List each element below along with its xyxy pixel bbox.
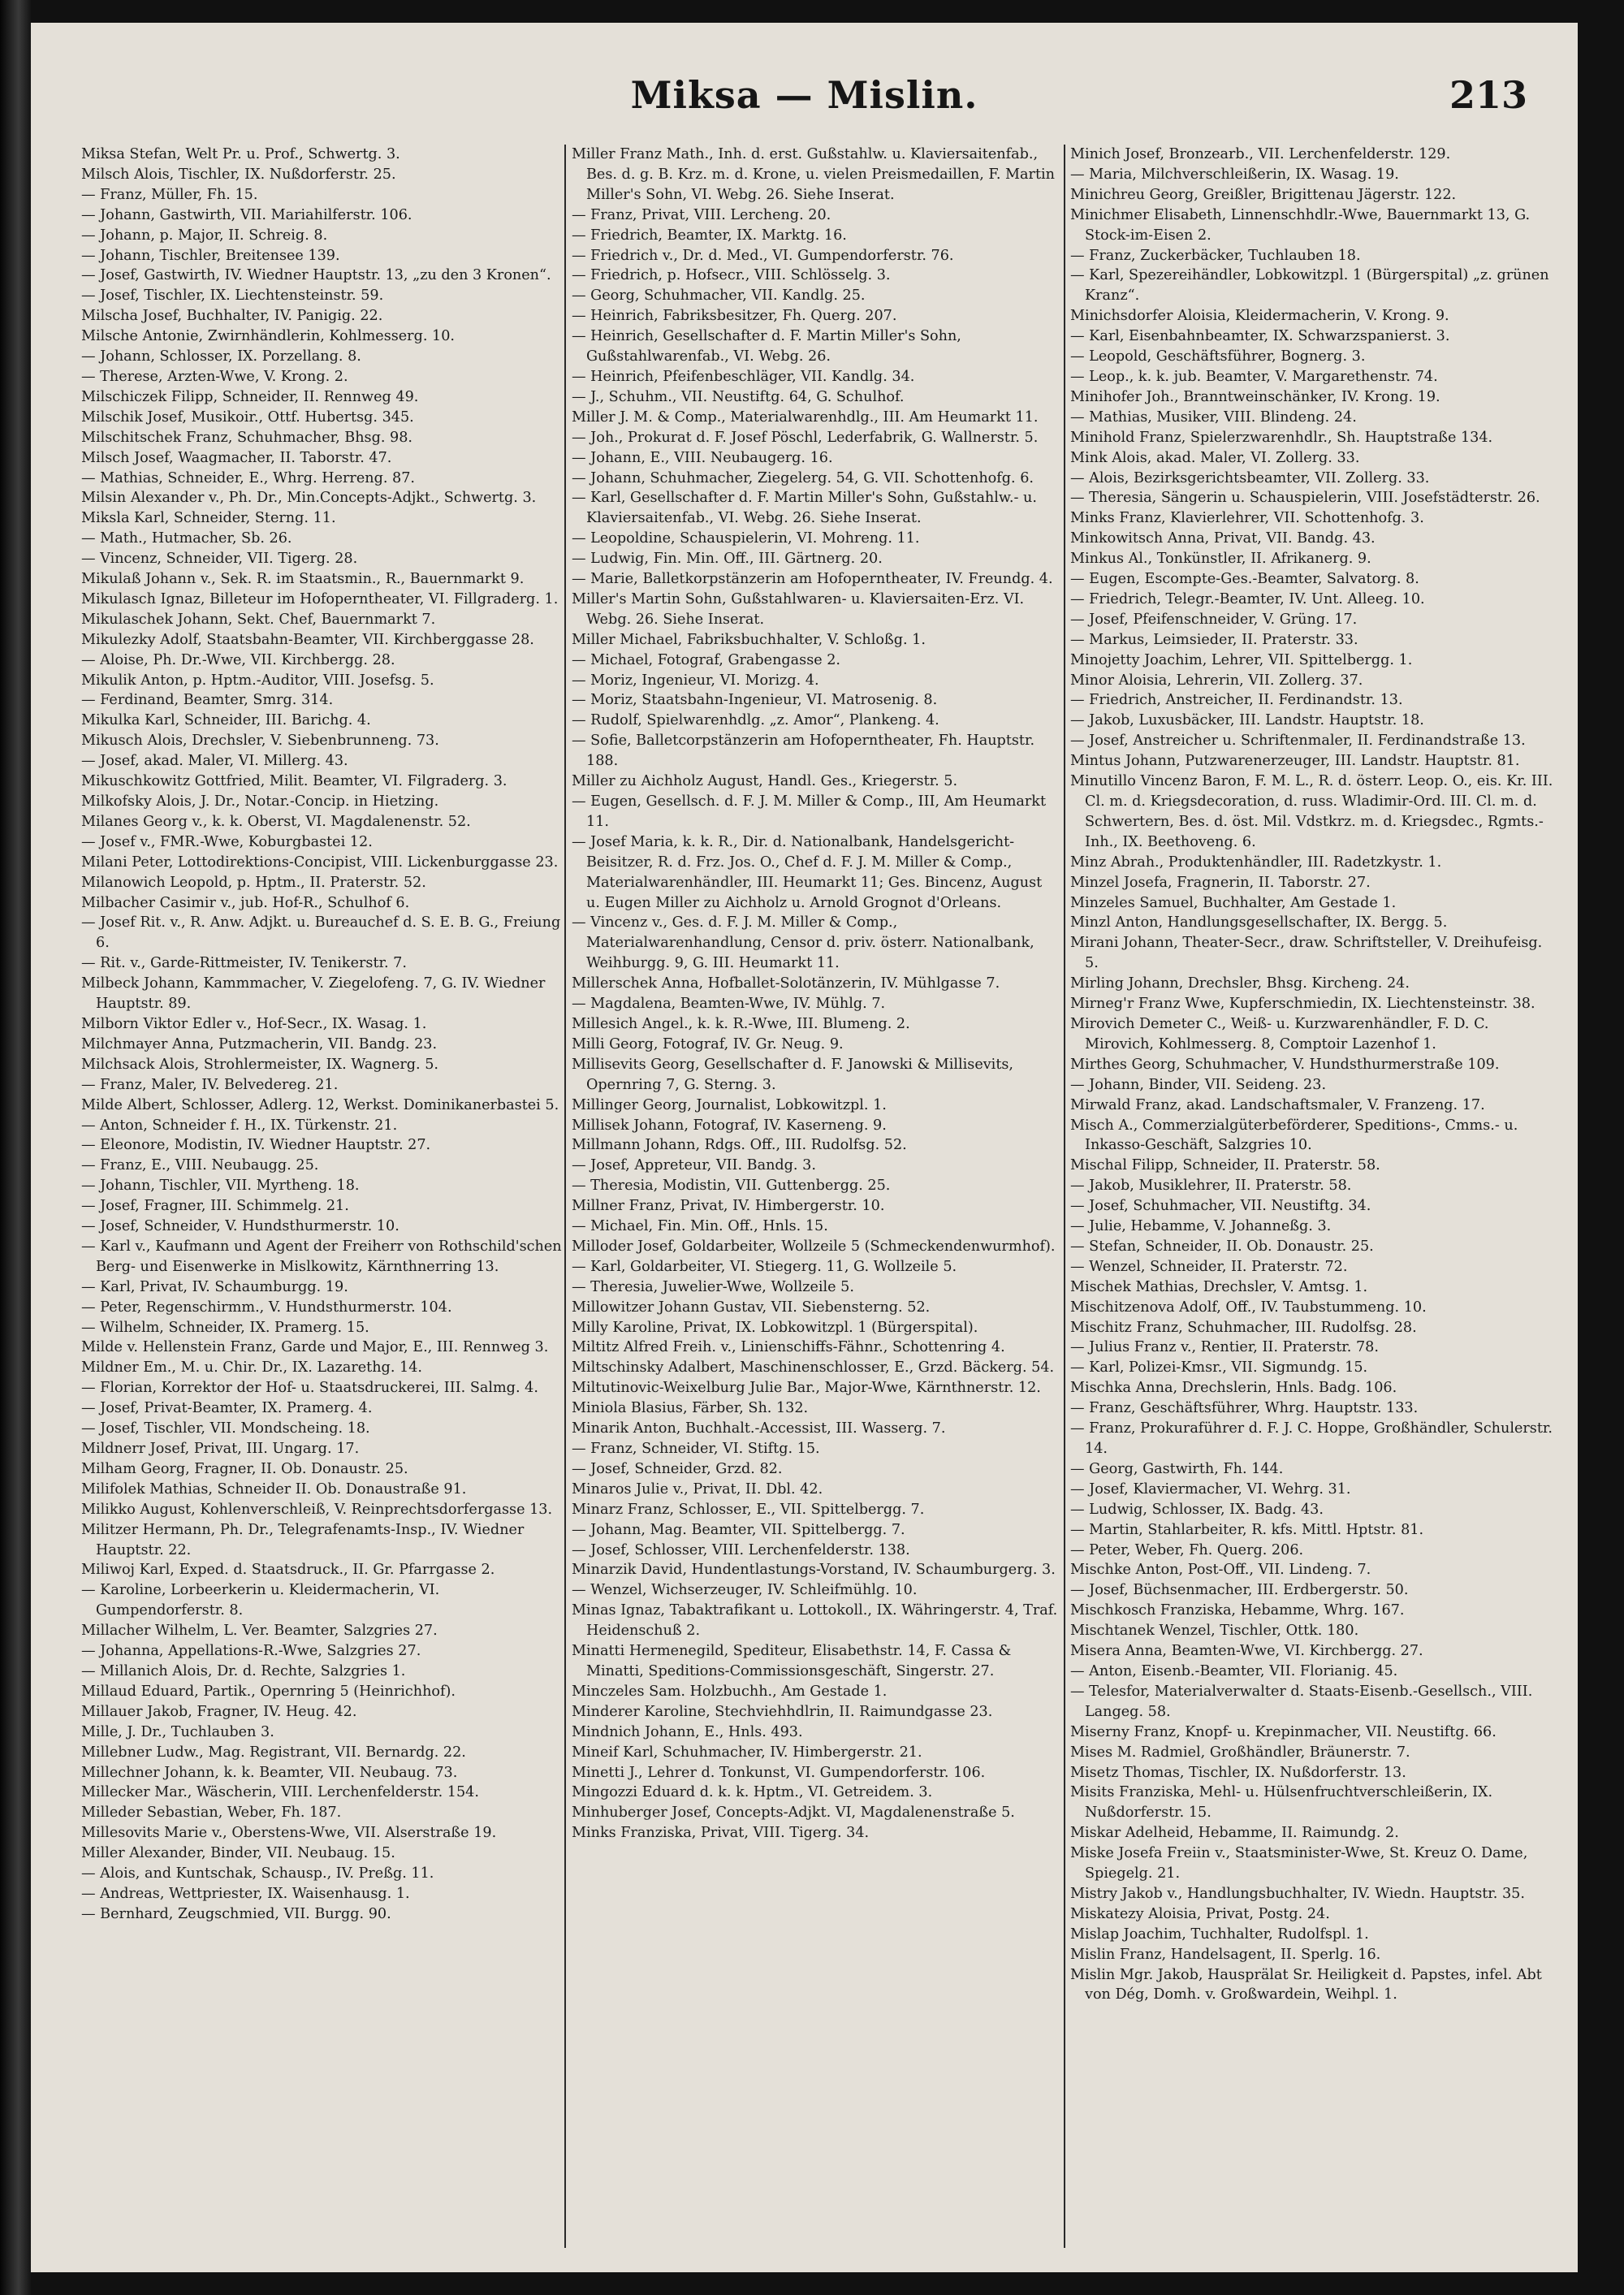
directory-entry: Milchmayer Anna, Putzmacherin, VII. Bandg. 23.	[81, 1035, 438, 1052]
directory-entry: — Eugen, Gesellsch. d. F. J. M. Miller & Comp., III, Am Heumarkt 11.	[572, 793, 1051, 830]
directory-entry: Minarik Anton, Buchhalt.-Accessist, III. Wasserg. 7.	[572, 1420, 946, 1437]
directory-entry: Minas Ignaz, Tabaktrafikant u. Lottokoll., IX. Währingerstr. 4, Traf. Heidenschuß 2.	[572, 1602, 1062, 1640]
directory-entry: — Josef, Privat-Beamter, IX. Pramerg. 4.	[81, 1400, 373, 1417]
directory-entry: Milde Albert, Schlosser, Adlerg. 12, Werkst. Dominikanerbastei 5.	[81, 1096, 559, 1113]
directory-entry: — Karl, Polizei-Kmsr., VII. Sigmundg. 15.	[1070, 1359, 1368, 1377]
directory-entry: Minihofer Joh., Branntweinschänker, IV. Krong. 19.	[1070, 388, 1440, 405]
directory-entry: — Alois, and Kuntschak, Schausp., IV. Preßg. 11.	[81, 1865, 434, 1882]
directory-entry: — Andreas, Wettpriester, IX. Waisenhausg. 1.	[81, 1885, 410, 1902]
directory-column-middle	[572, 145, 1062, 2256]
directory-entry: Mirwald Franz, akad. Landschaftsmaler, V. Franzeng. 17.	[1070, 1096, 1485, 1113]
directory-entry: — Karoline, Lorbeerkerin u. Kleidermacherin, VI. Gumpendorferstr. 8.	[81, 1582, 444, 1619]
directory-entry: Mirani Johann, Theater-Secr., draw. Schriftsteller, V. Dreihufeisg. 5.	[1070, 935, 1547, 972]
directory-entry: Millinger Georg, Journalist, Lobkowitzpl. 1.	[572, 1096, 887, 1113]
directory-entry: Miller Alexander, Binder, VII. Neubaug. 15.	[81, 1845, 395, 1862]
directory-entry: Milchsack Alois, Strohlermeister, IX. Wagnerg. 5.	[81, 1056, 438, 1073]
directory-entry: — Alois, Bezirksgerichtsbeamter, VII. Zollerg. 33.	[1070, 469, 1430, 486]
directory-entry: Millecker Mar., Wäscherin, VIII. Lerchenfelderstr. 154.	[81, 1784, 479, 1801]
directory-entry: — Karl, Eisenbahnbeamter, IX. Schwarzspanierst. 3.	[1070, 328, 1450, 345]
directory-entry: Milscha Josef, Buchhalter, IV. Panigig. 22.	[81, 308, 383, 325]
directory-entry: — Michael, Fin. Min. Off., Hnls. 15.	[572, 1218, 828, 1235]
directory-page	[31, 23, 1578, 2272]
directory-entry: — Heinrich, Pfeifenbeschläger, VII. Kandlg. 34.	[572, 368, 915, 385]
directory-entry: — Mathias, Musiker, VIII. Blindeng. 24.	[1070, 408, 1357, 426]
directory-entry: Miserny Franz, Knopf- u. Krepinmacher, VII. Neustiftg. 66.	[1070, 1723, 1497, 1740]
directory-entry: Mischek Mathias, Drechsler, V. Amtsg. 1.	[1070, 1278, 1368, 1295]
directory-entry: Mikulik Anton, p. Hptm.-Auditor, VIII. Josefsg. 5.	[81, 672, 434, 689]
directory-entry: — Franz, Zuckerbäcker, Tuchlauben 18.	[1070, 247, 1361, 264]
directory-entry: Mislap Joachim, Tuchhalter, Rudolfspl. 1.	[1070, 1925, 1369, 1943]
directory-entry: Minks Franziska, Privat, VIII. Tigerg. 34.	[572, 1825, 870, 1842]
directory-entry: Mink Alois, akad. Maler, VI. Zollerg. 33.	[1070, 449, 1360, 466]
directory-entry: Milsin Alexander v., Ph. Dr., Min.Concepts-Adjkt., Schwertg. 3.	[81, 490, 537, 507]
directory-entry: — Peter, Weber, Fh. Querg. 206.	[1070, 1541, 1304, 1558]
directory-entry: — Julius Franz v., Rentier, II. Praterstr. 78.	[1070, 1339, 1379, 1356]
directory-entry: Minutillo Vincenz Baron, F. M. L., R. d. österr. Leop. O., eis. Kr. III. Cl. m. d. Kriegsdecoration, d. russ. Wladimir-Ord. III. Cl. m. d. Schwertern, Bes. d. öst. Mil. Vdstkrz. m. d. Kriegsdec., Rgmts.-Inh., IX. Beethoveng. 6.	[1070, 773, 1557, 850]
directory-entry: Minarz Franz, Schlosser, E., VII. Spittelbergg. 7.	[572, 1501, 925, 1518]
directory-entry: — Josef, Schuhmacher, VII. Neustiftg. 34.	[1070, 1198, 1371, 1215]
directory-entry: — Friedrich, p. Hofsecr., VIII. Schlösselg. 3.	[572, 267, 891, 284]
directory-entry: — Josef Rit. v., R. Anw. Adjkt. u. Bureauchef d. S. E. B. G., Freiung 6.	[81, 914, 565, 952]
directory-entry: Miller's Martin Sohn, Gußstahlwaren- u. Klaviersaiten-Erz. VI. Webg. 26. Siehe Inserat.	[572, 590, 1029, 628]
directory-entry: — Heinrich, Gesellschafter d. F. Martin Miller's Sohn, Gußstahlwarenfab., VI. Webg. 26.	[572, 328, 966, 365]
directory-entry: — Friedrich v., Dr. d. Med., VI. Gumpendorferstr. 76.	[572, 247, 954, 264]
directory-entry: Mistry Jakob v., Handlungsbuchhalter, IV. Wiedn. Hauptstr. 35.	[1070, 1885, 1525, 1902]
directory-entry: — Aloise, Ph. Dr.-Wwe, VII. Kirchbergg. 28.	[81, 651, 395, 668]
directory-entry: — Josef, Gastwirth, IV. Wiedner Hauptstr. 13, „zu den 3 Kronen“.	[81, 267, 551, 284]
directory-entry: — Ludwig, Schlosser, IX. Badg. 43.	[1070, 1501, 1324, 1518]
column-divider	[564, 145, 566, 2248]
directory-entry: Millmann Johann, Rdgs. Off., III. Rudolfsg. 52.	[572, 1137, 907, 1154]
directory-entry: — Franz, E., VIII. Neubaugg. 25.	[81, 1157, 319, 1174]
directory-entry: — Josef Maria, k. k. R., Dir. d. Nationalbank, Handelsgericht-Beisitzer, R. d. Frz. Jos. O., Chef d. F. J. M. Miller & Comp., Materialwarenhändler, III. Heumarkt 11; Ges. Bincenz, August u. Eugen Miller zu Aichholz u. Arnold Grognot d'Orleans.	[572, 833, 1047, 911]
directory-entry: Minczeles Sam. Holzbuchh., Am Gestade 1.	[572, 1683, 888, 1700]
directory-entry: Miltutinovic-Weixelburg Julie Bar., Major-Wwe, Kärnthnerstr. 12.	[572, 1380, 1041, 1397]
directory-entry: — Johann, E., VIII. Neubaugerg. 16.	[572, 449, 833, 466]
directory-entry: — Georg, Schuhmacher, VII. Kandlg. 25.	[572, 287, 866, 305]
directory-entry: — Johann, p. Major, II. Schreig. 8.	[81, 227, 328, 244]
directory-entry: — Ferdinand, Beamter, Smrg. 314.	[81, 692, 334, 709]
directory-entry: — Rudolf, Spielwarenhdlg. „z. Amor“, Plankeng. 4.	[572, 712, 939, 729]
directory-entry: Mischke Anton, Post-Off., VII. Lindeng. 7.	[1070, 1562, 1371, 1579]
directory-entry: — Sofie, Balletcorpstänzerin am Hofoperntheater, Fh. Hauptstr. 188.	[572, 733, 1039, 770]
directory-entry: — Karl, Goldarbeiter, VI. Stiegerg. 11, G. Wollzeile 5.	[572, 1258, 957, 1275]
directory-entry: Minatti Hermenegild, Spediteur, Elisabethstr. 14, F. Cassa & Minatti, Speditions-Commissionsgeschäft, Singerstr. 27.	[572, 1643, 1016, 1679]
directory-entry: Miksla Karl, Schneider, Sterng. 11.	[81, 510, 336, 527]
directory-entry: — Eleonore, Modistin, IV. Wiedner Hauptstr. 27.	[81, 1137, 431, 1154]
directory-entry: Miliwoj Karl, Exped. d. Staatsdruck., II. Gr. Pfarrgasse 2.	[81, 1562, 495, 1579]
directory-entry: Mischitzenova Adolf, Off., IV. Taubstummeng. 10.	[1070, 1299, 1427, 1316]
directory-entry: Minzl Anton, Handlungsgesellschafter, IX. Bergg. 5.	[1070, 914, 1448, 931]
directory-entry: — Stefan, Schneider, II. Ob. Donaustr. 25.	[1070, 1238, 1374, 1255]
directory-entry: Miller zu Aichholz August, Handl. Ges., Kriegerstr. 5.	[572, 773, 958, 790]
directory-entry: — Maria, Milchverschleißerin, IX. Wasag. 19.	[1070, 166, 1399, 183]
directory-entry: Mindnich Johann, E., Hnls. 493.	[572, 1723, 803, 1740]
directory-entry: — Vincenz, Schneider, VII. Tigerg. 28.	[81, 551, 358, 568]
directory-entry: — Friedrich, Anstreicher, II. Ferdinandstr. 13.	[1070, 692, 1403, 709]
directory-entry: Minderer Karoline, Stechviehhdlrin, II. Raimundgasse 23.	[572, 1703, 993, 1720]
directory-entry: — Johanna, Appellations-R.-Wwe, Salzgries 27.	[81, 1643, 421, 1660]
directory-entry: — Moriz, Ingenieur, VI. Morizg. 4.	[572, 672, 819, 689]
directory-entry: — Johann, Tischler, VII. Myrtheng. 18.	[81, 1178, 360, 1195]
directory-entry: Mises M. Radmiel, Großhändler, Bräunerstr. 7.	[1070, 1744, 1410, 1761]
directory-entry: — Franz, Maler, IV. Belvedereg. 21.	[81, 1076, 339, 1093]
directory-entry: — Karl, Gesellschafter d. F. Martin Miller's Sohn, Gußstahlw.- u. Klaviersaitenfab., VI. Webg. 26. Siehe Inserat.	[572, 490, 1042, 527]
directory-entry: Mischka Anna, Drechslerin, Hnls. Badg. 106.	[1070, 1380, 1397, 1397]
directory-entry: — J., Schuhm., VII. Neustiftg. 64, G. Schulhof.	[572, 388, 905, 405]
directory-entry: Mildner Em., M. u. Chir. Dr., IX. Lazarethg. 14.	[81, 1359, 422, 1377]
directory-entry: Millesich Angel., k. k. R.-Wwe, III. Blumeng. 2.	[572, 1015, 910, 1032]
directory-entry: — Karl, Spezereihändler, Lobkowitzpl. 1 (Bürgerspital) „z. grünen Kranz“.	[1070, 267, 1554, 305]
directory-entry: Mischal Filipp, Schneider, II. Praterstr. 58.	[1070, 1157, 1380, 1174]
directory-entry: — Jakob, Luxusbäcker, III. Landstr. Hauptstr. 18.	[1070, 712, 1424, 729]
directory-entry: Misetz Thomas, Tischler, IX. Nußdorferstr. 13.	[1070, 1764, 1406, 1781]
directory-entry: — Heinrich, Fabriksbesitzer, Fh. Querg. 207.	[572, 308, 897, 325]
directory-entry: — Josef v., FMR.-Wwe, Koburgbastei 12.	[81, 833, 373, 850]
directory-entry: Minks Franz, Klavierlehrer, VII. Schottenhofg. 3.	[1070, 510, 1424, 527]
directory-entry: — Josef, Schneider, V. Hundsthurmerstr. 10.	[81, 1218, 400, 1235]
directory-entry: Millesovits Marie v., Oberstens-Wwe, VII. Alserstraße 19.	[81, 1825, 497, 1842]
directory-entry: Miskatezy Aloisia, Privat, Postg. 24.	[1070, 1905, 1330, 1922]
directory-entry: Millisek Johann, Fotograf, IV. Kaserneng. 9.	[572, 1117, 887, 1134]
directory-entry: Miltschinsky Adalbert, Maschinenschlosser, E., Grzd. Bäckerg. 54.	[572, 1359, 1055, 1377]
directory-entry: Militzer Hermann, Ph. Dr., Telegrafenamts-Insp., IV. Wiedner Hauptstr. 22.	[81, 1521, 529, 1558]
directory-entry: Mikulka Karl, Schneider, III. Barichg. 4.	[81, 712, 371, 729]
directory-entry: — Leop., k. k. jub. Beamter, V. Margarethenstr. 74.	[1070, 368, 1438, 385]
directory-entry: — Johann, Gastwirth, VII. Mariahilferstr. 106.	[81, 206, 412, 223]
directory-entry: Miske Josefa Freiin v., Staatsminister-Wwe, St. Kreuz O. Dame, Spiegelg. 21.	[1070, 1845, 1532, 1882]
directory-entry: — Josef, Anstreicher u. Schriftenmaler, II. Ferdinandstraße 13.	[1070, 733, 1526, 750]
directory-entry: Milham Georg, Fragner, II. Ob. Donaustr. 25.	[81, 1460, 408, 1477]
directory-entry: Milli Georg, Fotograf, IV. Gr. Neug. 9.	[572, 1035, 844, 1052]
directory-entry: — Mathias, Schneider, E., Whrg. Herreng. 87.	[81, 469, 416, 486]
directory-entry: Mirovich Demeter C., Weiß- u. Kurzwarenhändler, F. D. C. Mirovich, Kohlmesserg. 8, Comptoir Lazenhof 1.	[1070, 1015, 1494, 1052]
directory-entry: Mirling Johann, Drechsler, Bhsg. Kircheng. 24.	[1070, 975, 1410, 992]
directory-entry: — Georg, Gastwirth, Fh. 144.	[1070, 1460, 1284, 1477]
directory-entry: Mildnerr Josef, Privat, III. Ungarg. 17.	[81, 1441, 360, 1457]
directory-entry: Millebner Ludw., Mag. Registrant, VII. Bernardg. 22.	[81, 1744, 466, 1761]
directory-entry: Minihold Franz, Spielerzwarenhdlr., Sh. Hauptstraße 134.	[1070, 429, 1493, 446]
directory-entry: — Julie, Hebamme, V. Johanneßg. 3.	[1070, 1218, 1332, 1235]
page-number: 213	[1449, 73, 1527, 117]
directory-entry: — Florian, Korrektor der Hof- u. Staatsdruckerei, III. Salmg. 4.	[81, 1380, 538, 1397]
directory-entry: — Wilhelm, Schneider, IX. Pramerg. 15.	[81, 1319, 369, 1336]
binding-edge	[0, 0, 31, 2295]
directory-entry: Mirneg'r Franz Wwe, Kupferschmiedin, IX. Liechtensteinstr. 38.	[1070, 996, 1535, 1013]
directory-entry: Misera Anna, Beamten-Wwe, VI. Kirchbergg. 27.	[1070, 1643, 1423, 1660]
directory-entry: — Johann, Tischler, Breitensee 139.	[81, 247, 340, 264]
directory-entry: — Michael, Fotograf, Grabengasse 2.	[572, 651, 841, 668]
directory-entry: — Franz, Schneider, VI. Stiftg. 15.	[572, 1441, 820, 1457]
directory-entry: — Leopoldine, Schauspielerin, VI. Mohreng. 11.	[572, 530, 920, 547]
directory-entry: Minkowitsch Anna, Privat, VII. Bandg. 43.	[1070, 530, 1376, 547]
page-title: Miksa — Mislin.	[630, 73, 978, 117]
directory-entry: — Moriz, Staatsbahn-Ingenieur, VI. Matrosenig. 8.	[572, 692, 938, 709]
directory-entry: Milbeck Johann, Kammmacher, V. Ziegelofeng. 7, G. IV. Wiedner Hauptstr. 89.	[81, 975, 551, 1013]
directory-entry: Millechner Johann, k. k. Beamter, VII. Neubaug. 73.	[81, 1764, 458, 1781]
directory-entry: — Johann, Schuhmacher, Ziegelerg. 54, G. VII. Schottenhofg. 6.	[572, 469, 1034, 486]
directory-entry: Mingozzi Eduard d. k. k. Hptm., VI. Getreidem. 3.	[572, 1784, 933, 1801]
directory-entry: Mischitz Franz, Schuhmacher, III. Rudolfsg. 28.	[1070, 1319, 1417, 1336]
directory-entry: Milikko August, Kohlenverschleiß, V. Reinprechtsdorfergasse 13.	[81, 1501, 553, 1518]
directory-entry: Mischtanek Wenzel, Tischler, Ottk. 180.	[1070, 1623, 1359, 1640]
directory-entry: Millner Franz, Privat, IV. Himbergerstr. 10.	[572, 1198, 885, 1215]
directory-entry: — Josef, Pfeifenschneider, V. Grüng. 17.	[1070, 611, 1358, 628]
directory-entry: Minichmer Elisabeth, Linnenschhdlr.-Wwe, Bauernmarkt 13, G. Stock-im-Eisen 2.	[1070, 206, 1535, 244]
directory-entry: — Bernhard, Zeugschmied, VII. Burgg. 90.	[81, 1905, 391, 1922]
directory-entry: — Martin, Stahlarbeiter, R. kfs. Mittl. Hptstr. 81.	[1070, 1521, 1424, 1538]
directory-entry: — Josef, Schlosser, VIII. Lerchenfelderstr. 138.	[572, 1541, 910, 1558]
directory-entry: — Johann, Binder, VII. Seideng. 23.	[1070, 1076, 1327, 1093]
directory-entry: — Vincenz v., Ges. d. F. J. M. Miller & Comp., Materialwarenhandlung, Censor d. priv. österr. Nationalbank, Weihburgg. 9, G. III. Heumarkt 11.	[572, 914, 1039, 972]
directory-entry: — Josef, akad. Maler, VI. Millerg. 43.	[81, 753, 348, 770]
directory-entry: — Josef, Schneider, Grzd. 82.	[572, 1460, 783, 1477]
directory-entry: Misits Franziska, Mehl- u. Hülsenfruchtverschleißerin, IX. Nußdorferstr. 15.	[1070, 1784, 1497, 1822]
directory-entry: — Franz, Privat, VIII. Lercheng. 20.	[572, 206, 831, 223]
directory-entry: Milschiczek Filipp, Schneider, II. Rennweg 49.	[81, 388, 419, 405]
directory-entry: Millaud Eduard, Partik., Opernring 5 (Heinrichhof).	[81, 1683, 456, 1700]
directory-entry: — Therese, Arzten-Wwe, V. Krong. 2.	[81, 368, 348, 385]
directory-entry: — Karl v., Kaufmann und Agent der Freiherr von Rothschild'schen Berg- und Eisenwerke in Mislkowitz, Kärnthnerring 13.	[81, 1238, 567, 1275]
directory-entry: — Franz, Prokuraführer d. F. J. C. Hoppe, Großhändler, Schulerstr. 14.	[1070, 1420, 1557, 1457]
directory-entry: Mislin Franz, Handelsagent, II. Sperlg. 16.	[1070, 1946, 1381, 1963]
directory-entry: Minzeles Samuel, Buchhalter, Am Gestade 1.	[1070, 894, 1397, 911]
directory-entry: — Math., Hutmacher, Sb. 26.	[81, 530, 292, 547]
directory-entry: Milsche Antonie, Zwirnhändlerin, Kohlmesserg. 10.	[81, 328, 456, 345]
directory-entry: Minaros Julie v., Privat, II. Dbl. 42.	[572, 1480, 823, 1498]
directory-entry: Milkofsky Alois, J. Dr., Notar.-Concip. in Hietzing.	[81, 793, 439, 810]
directory-entry: — Theresia, Sängerin u. Schauspielerin, VIII. Josefstädterstr. 26.	[1070, 490, 1540, 507]
directory-entry: — Peter, Regenschirmm., V. Hundsthurmerstr. 104.	[81, 1299, 452, 1316]
directory-entry: Mikuschkowitz Gottfried, Milit. Beamter, VI. Filgraderg. 3.	[81, 773, 508, 790]
column-divider	[1064, 145, 1065, 2248]
directory-entry: — Josef, Tischler, IX. Liechtensteinstr. 59.	[81, 287, 384, 305]
directory-entry: Mille, J. Dr., Tuchlauben 3.	[81, 1723, 274, 1740]
directory-entry: Minetti J., Lehrer d. Tonkunst, VI. Gumpendorferstr. 106.	[572, 1764, 986, 1781]
directory-entry: — Friedrich, Beamter, IX. Marktg. 16.	[572, 227, 847, 244]
directory-entry: — Johann, Mag. Beamter, VII. Spittelbergg. 7.	[572, 1521, 905, 1538]
directory-entry: Miskar Adelheid, Hebamme, II. Raimundg. 2.	[1070, 1825, 1399, 1842]
directory-entry: — Josef, Tischler, VII. Mondscheing. 18.	[81, 1420, 370, 1437]
directory-entry: Milbacher Casimir v., jub. Hof-R., Schulhof 6.	[81, 894, 410, 911]
directory-entry: Minzel Josefa, Fragnerin, II. Taborstr. 27.	[1070, 874, 1371, 891]
directory-entry: Milsch Josef, Waagmacher, II. Taborstr. 47.	[81, 449, 392, 466]
directory-entry: Milschik Josef, Musikoir., Ottf. Hubertsg. 345.	[81, 408, 414, 426]
directory-entry: Mischkosch Franziska, Hebamme, Whrg. 167.	[1070, 1602, 1405, 1619]
directory-entry: Minichsdorfer Aloisia, Kleidermacherin, V. Krong. 9.	[1070, 308, 1449, 325]
directory-entry: Misch A., Commerzialgüterbeförderer, Speditions-, Cmms.- u. Inkasso-Geschäft, Salzgries 10.	[1070, 1117, 1522, 1154]
directory-column-right	[1070, 145, 1557, 2256]
directory-entry: — Anton, Schneider f. H., IX. Türkenstr. 21.	[81, 1117, 398, 1134]
directory-entry: — Theresia, Juwelier-Wwe, Wollzeile 5.	[572, 1278, 854, 1295]
directory-entry: Minhuberger Josef, Concepts-Adjkt. VI, Magdalenenstraße 5.	[572, 1804, 1015, 1822]
directory-entry: Milly Karoline, Privat, IX. Lobkowitzpl. 1 (Bürgerspital).	[572, 1319, 978, 1336]
directory-entry: Milborn Viktor Edler v., Hof-Secr., IX. Wasag. 1.	[81, 1015, 427, 1032]
directory-entry: — Magdalena, Beamten-Wwe, IV. Mühlg. 7.	[572, 996, 886, 1013]
directory-entry: — Wenzel, Wichserzeuger, IV. Schleifmühlg. 10.	[572, 1582, 918, 1599]
directory-entry: Mikusch Alois, Drechsler, V. Siebenbrunneng. 73.	[81, 733, 439, 750]
directory-entry: Minarzik David, Hundentlastungs-Vorstand, IV. Schaumburgerg. 3.	[572, 1562, 1056, 1579]
directory-entry: Mineif Karl, Schuhmacher, IV. Himbergerstr. 21.	[572, 1744, 922, 1761]
directory-entry: Mislin Mgr. Jakob, Hausprälat Sr. Heiligkeit d. Papstes, infel. Abt von Dég, Domh. v. Großwardein, Weihpl. 1.	[1070, 1966, 1547, 2003]
directory-entry: — Franz, Müller, Fh. 15.	[81, 186, 258, 203]
directory-entry: Milanes Georg v., k. k. Oberst, VI. Magdalenenstr. 52.	[81, 813, 471, 830]
directory-entry: Milloder Josef, Goldarbeiter, Wollzeile 5 (Schmeckendenwurmhof).	[572, 1238, 1056, 1255]
directory-entry: Minojetty Joachim, Lehrer, VII. Spittelbergg. 1.	[1070, 651, 1413, 668]
directory-entry: Millacher Wilhelm, L. Ver. Beamter, Salzgries 27.	[81, 1623, 438, 1640]
directory-column-left	[81, 145, 567, 2256]
directory-entry: — Markus, Leimsieder, II. Praterstr. 33.	[1070, 631, 1358, 648]
directory-entry: Millisevits Georg, Gesellschafter d. F. Janowski & Millisevits, Opernring 7, G. Sterng. 3.	[572, 1056, 1018, 1093]
directory-entry: Milschitschek Franz, Schuhmacher, Bhsg. 98.	[81, 429, 412, 446]
directory-entry: Millauer Jakob, Fragner, IV. Heug. 42.	[81, 1703, 357, 1720]
directory-entry: Miltitz Alfred Freih. v., Linienschiffs-Fähnr., Schottenring 4.	[572, 1339, 1005, 1356]
directory-entry: — Telesfor, Materialverwalter d. Staats-Eisenb.-Gesellsch., VIII. Langeg. 58.	[1070, 1683, 1537, 1720]
directory-entry: Milleder Sebastian, Weber, Fh. 187.	[81, 1804, 342, 1822]
directory-entry: — Anton, Eisenb.-Beamter, VII. Florianig. 45.	[1070, 1662, 1398, 1679]
directory-entry: Miksa Stefan, Welt Pr. u. Prof., Schwertg. 3.	[81, 146, 400, 162]
directory-entry: Milani Peter, Lottodirektions-Concipist, VIII. Lickenburggasse 23.	[81, 854, 559, 871]
directory-entry: Milsch Alois, Tischler, IX. Nußdorferstr. 25.	[81, 166, 396, 183]
directory-entry: Miller Michael, Fabriksbuchhalter, V. Schloßg. 1.	[572, 631, 926, 648]
directory-entry: — Leopold, Geschäftsführer, Bognerg. 3.	[1070, 348, 1366, 365]
directory-entry: — Eugen, Escompte-Ges.-Beamter, Salvatorg. 8.	[1070, 571, 1419, 588]
directory-entry: Minor Aloisia, Lehrerin, VII. Zollerg. 37.	[1070, 672, 1363, 689]
directory-entry: Miller Franz Math., Inh. d. erst. Gußstahlw. u. Klaviersaitenfab., Bes. d. g. B. Krz. m. d. Krone, u. vielen Preismedaillen, F. Martin Miller's Sohn, VI. Webg. 26. Siehe Inserat.	[572, 146, 1060, 203]
directory-entry: Mikulaschek Johann, Sekt. Chef, Bauernmarkt 7.	[81, 611, 436, 628]
directory-entry: Millerschek Anna, Hofballet-Solotänzerin, IV. Mühlgasse 7.	[572, 975, 1000, 992]
directory-entry: — Franz, Geschäftsführer, Whrg. Hauptstr. 133.	[1070, 1400, 1419, 1417]
directory-entry: — Wenzel, Schneider, II. Praterstr. 72.	[1070, 1258, 1348, 1275]
page-header	[31, 73, 1578, 138]
directory-entry: — Marie, Balletkorpstänzerin am Hofoperntheater, IV. Freundg. 4.	[572, 571, 1053, 588]
directory-entry: — Ludwig, Fin. Min. Off., III. Gärtnerg. 20.	[572, 551, 883, 568]
directory-entry: Milde v. Hellenstein Franz, Garde und Major, E., III. Rennweg 3.	[81, 1339, 549, 1356]
directory-entry: Minz Abrah., Produktenhändler, III. Radetzkystr. 1.	[1070, 854, 1442, 871]
directory-entry: Mikulaß Johann v., Sek. R. im Staatsmin., R., Bauernmarkt 9.	[81, 571, 525, 588]
directory-entry: — Josef, Büchsenmacher, III. Erdbergerstr. 50.	[1070, 1582, 1409, 1599]
directory-entry: Millowitzer Johann Gustav, VII. Siebensterng. 52.	[572, 1299, 931, 1316]
directory-entry: Minichreu Georg, Greißler, Brigittenau Jägerstr. 122.	[1070, 186, 1457, 203]
directory-entry: Mikulezky Adolf, Staatsbahn-Beamter, VII. Kirchberggasse 28.	[81, 631, 534, 648]
directory-entry: Milanowich Leopold, p. Hptm., II. Praterstr. 52.	[81, 874, 426, 891]
directory-entry: — Joh., Prokurat d. F. Josef Pöschl, Lederfabrik, G. Wallnerstr. 5.	[572, 429, 1039, 446]
directory-entry: — Millanich Alois, Dr. d. Rechte, Salzgries 1.	[81, 1662, 406, 1679]
directory-entry: Minkus Al., Tonkünstler, II. Afrikanerg. 9.	[1070, 551, 1371, 568]
directory-entry: — Jakob, Musiklehrer, II. Praterstr. 58.	[1070, 1178, 1352, 1195]
directory-entry: — Josef, Fragner, III. Schimmelg. 21.	[81, 1198, 349, 1215]
directory-entry: — Rit. v., Garde-Rittmeister, IV. Tenikerstr. 7.	[81, 955, 407, 972]
directory-entry: Miller J. M. & Comp., Materialwarenhdlg., III. Am Heumarkt 11.	[572, 408, 1039, 426]
directory-entry: Mirthes Georg, Schuhmacher, V. Hundsthurmerstraße 109.	[1070, 1056, 1500, 1073]
directory-entry: — Josef, Klaviermacher, VI. Wehrg. 31.	[1070, 1480, 1351, 1498]
directory-entry: Mintus Johann, Putzwarenerzeuger, III. Landstr. Hauptstr. 81.	[1070, 753, 1520, 770]
directory-entry: Mikulasch Ignaz, Billeteur im Hofoperntheater, VI. Fillgraderg. 1.	[81, 590, 559, 607]
directory-entry: — Theresia, Modistin, VII. Guttenbergg. 25.	[572, 1178, 891, 1195]
directory-entry: — Karl, Privat, IV. Schaumburgg. 19.	[81, 1278, 348, 1295]
directory-entry: — Friedrich, Telegr.-Beamter, IV. Unt. Alleeg. 10.	[1070, 590, 1425, 607]
directory-entry: Miniola Blasius, Färber, Sh. 132.	[572, 1400, 809, 1417]
directory-entry: — Johann, Schlosser, IX. Porzellang. 8.	[81, 348, 361, 365]
directory-entry: Minich Josef, Bronzearb., VII. Lerchenfelderstr. 129.	[1070, 146, 1451, 162]
directory-entry: Milifolek Mathias, Schneider II. Ob. Donaustraße 91.	[81, 1480, 467, 1498]
directory-entry: — Josef, Appreteur, VII. Bandg. 3.	[572, 1157, 816, 1174]
